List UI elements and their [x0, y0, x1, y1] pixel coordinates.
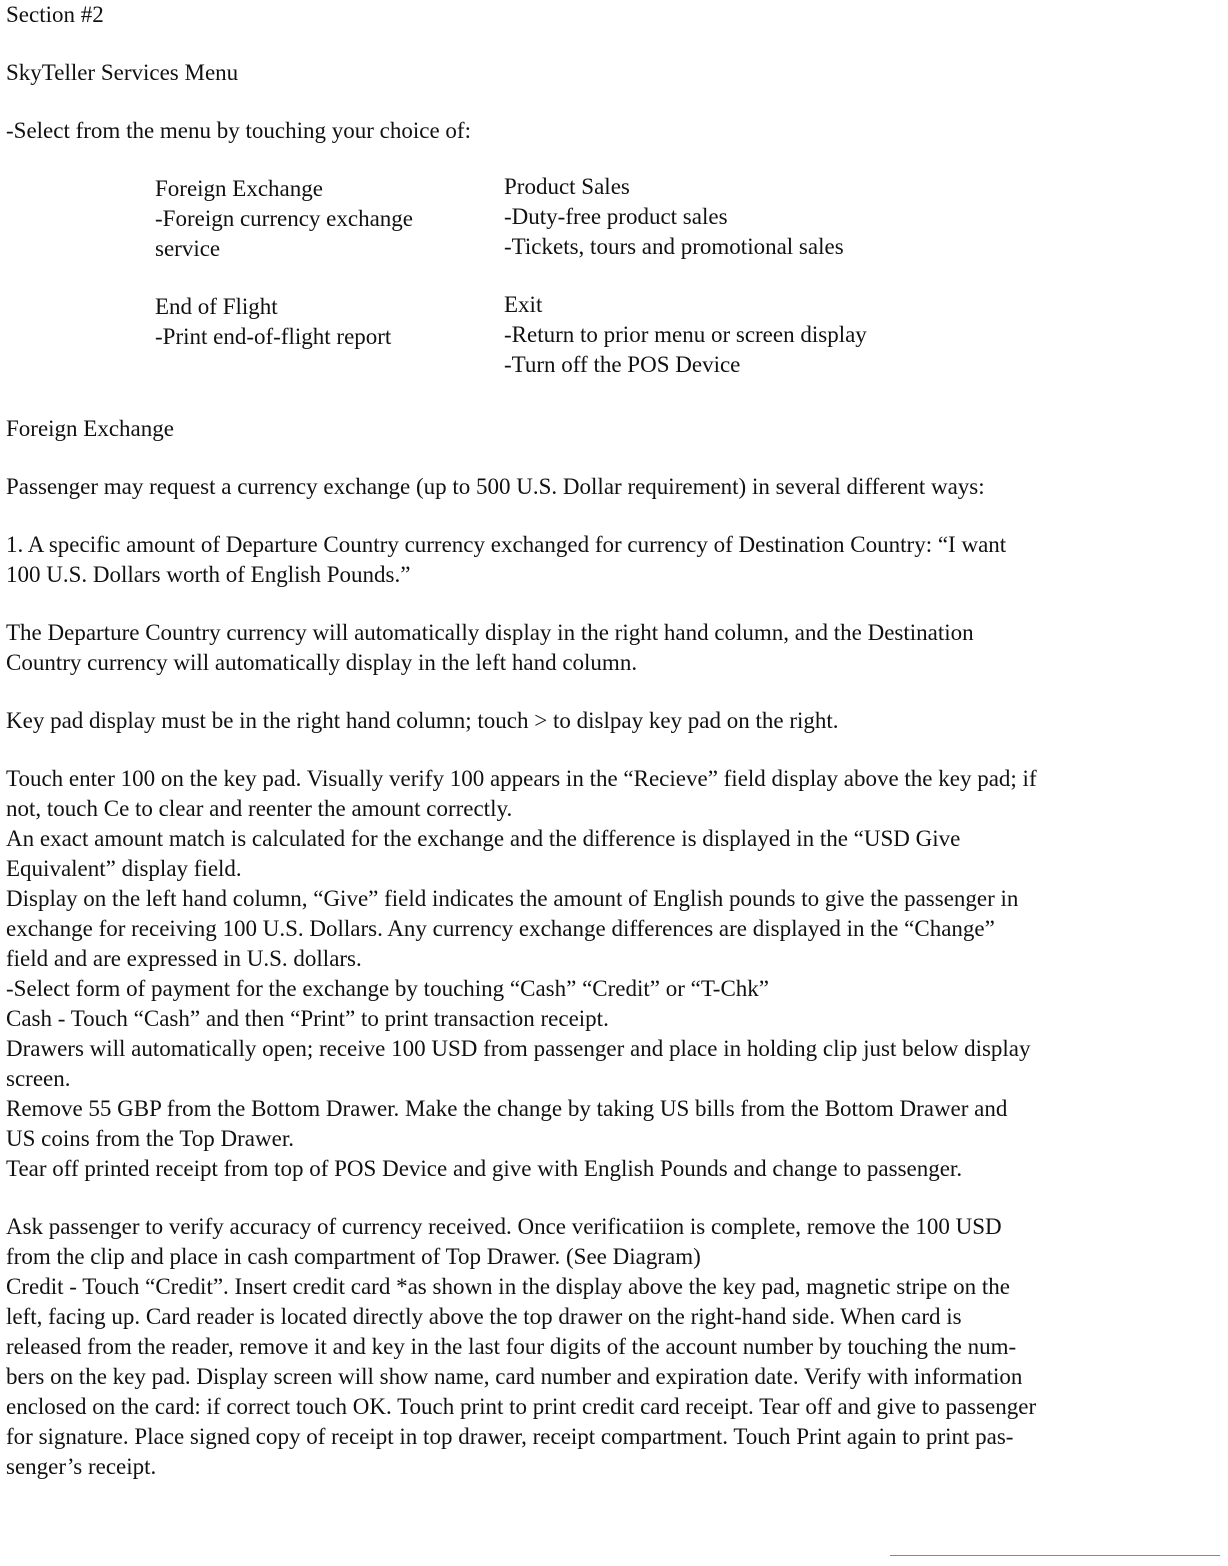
text-line: enclosed on the card: if correct touch OK. Touch print to print credit card receipt. Tear off and give to passenger: [6, 1394, 1037, 1419]
text-line: Drawers will automatically open; receive 100 USD from passenger and place in holding clip just below display: [6, 1036, 1031, 1061]
menu-item-title: Exit: [504, 292, 543, 317]
fx-heading: Foreign Exchange: [6, 416, 174, 441]
text-line: An exact amount match is calculated for the exchange and the difference is displayed in the “USD Give: [6, 826, 961, 851]
menu-item-desc: service: [155, 236, 221, 261]
menu-item-title: Product Sales: [504, 174, 630, 199]
menu-row-2: [155, 292, 1216, 380]
menu-item-desc: -Turn off the POS Device: [504, 352, 741, 377]
menu-row-1: [155, 174, 1216, 264]
menu-title: SkyTeller Services Menu: [6, 60, 239, 85]
text-line: Display on the left hand column, “Give” field indicates the amount of English pounds to give the passenger in: [6, 886, 1019, 911]
menu-item-end-of-flight: [155, 292, 504, 380]
menu-item-desc: -Return to prior menu or screen display: [504, 322, 867, 347]
text-line: field and are expressed in U.S. dollars.: [6, 946, 362, 971]
text-line: not, touch Ce to clear and reenter the amount correctly.: [6, 796, 513, 821]
text-line: exchange for receiving 100 U.S. Dollars. Any currency exchange differences are displayed in the “Change”: [6, 916, 995, 941]
menu-item-desc: -Tickets, tours and promotional sales: [504, 234, 844, 259]
text-line: -Select form of payment for the exchange by touching “Cash” “Credit” or “T-Chk”: [6, 976, 769, 1001]
text-line: senger’s receipt.: [6, 1454, 157, 1479]
text-line: for signature. Place signed copy of receipt in top drawer, receipt compartment. Touch Print again to print pas-: [6, 1424, 1014, 1449]
text-line: screen.: [6, 1066, 71, 1091]
menu-item-foreign-exchange: [155, 174, 504, 264]
scan-artifact-rule: [890, 1555, 1220, 1556]
menu-item-desc: -Foreign currency exchange: [155, 206, 413, 231]
paragraph-cash-procedure: [6, 764, 1216, 1184]
menu-item-title: End of Flight: [155, 294, 278, 319]
section-label: Section #2: [6, 2, 104, 27]
menu-item-product-sales: [504, 172, 1104, 264]
menu-item-desc: -Print end-of-flight report: [155, 324, 392, 349]
text-line: Touch enter 100 on the key pad. Visually verify 100 appears in the “Recieve” field display above the key pad; if: [6, 766, 1037, 791]
menu-item-exit: [504, 290, 1104, 380]
text-line: Ask passenger to verify accuracy of currency received. Once verificatiion is complete, remove the 100 USD: [6, 1214, 1002, 1239]
services-menu: [155, 174, 1216, 380]
text-line: 100 U.S. Dollars worth of English Pounds.”: [6, 562, 411, 587]
menu-item-title: Foreign Exchange: [155, 176, 323, 201]
text-line: Credit - Touch “Credit”. Insert credit card *as shown in the display above the key pad, magnetic stripe on the: [6, 1274, 1010, 1299]
paragraph: [6, 530, 1216, 590]
text-line: Equivalent” display field.: [6, 856, 242, 881]
menu-intro: -Select from the menu by touching your choice of:: [6, 118, 471, 143]
text-line: bers on the key pad. Display screen will show name, card number and expiration date. Verify with information: [6, 1364, 1023, 1389]
text-line: released from the reader, remove it and key in the last four digits of the account number by touching the num-: [6, 1334, 1017, 1359]
document-page: [6, 0, 1216, 1482]
text-line: from the clip and place in cash compartment of Top Drawer. (See Diagram): [6, 1244, 701, 1269]
paragraph-credit-procedure: [6, 1212, 1216, 1482]
paragraph: Passenger may request a currency exchange (up to 500 U.S. Dollar requirement) in several different ways:: [6, 474, 985, 499]
text-line: Tear off printed receipt from top of POS Device and give with English Pounds and change to passenger.: [6, 1156, 963, 1181]
text-line: Country currency will automatically display in the left hand column.: [6, 650, 638, 675]
text-line: US coins from the Top Drawer.: [6, 1126, 294, 1151]
text-line: The Departure Country currency will automatically display in the right hand column, and the Destination: [6, 620, 974, 645]
text-line: 1. A specific amount of Departure Country currency exchanged for currency of Destination Country: “I want: [6, 532, 1007, 557]
paragraph: Key pad display must be in the right hand column; touch > to dislpay key pad on the right.: [6, 708, 839, 733]
text-line: Cash - Touch “Cash” and then “Print” to print transaction receipt.: [6, 1006, 609, 1031]
menu-item-desc: -Duty-free product sales: [504, 204, 728, 229]
text-line: Remove 55 GBP from the Bottom Drawer. Make the change by taking US bills from the Bottom Drawer and: [6, 1096, 1008, 1121]
paragraph: [6, 618, 1216, 678]
text-line: left, facing up. Card reader is located directly above the top drawer on the right-hand side. When card is: [6, 1304, 962, 1329]
